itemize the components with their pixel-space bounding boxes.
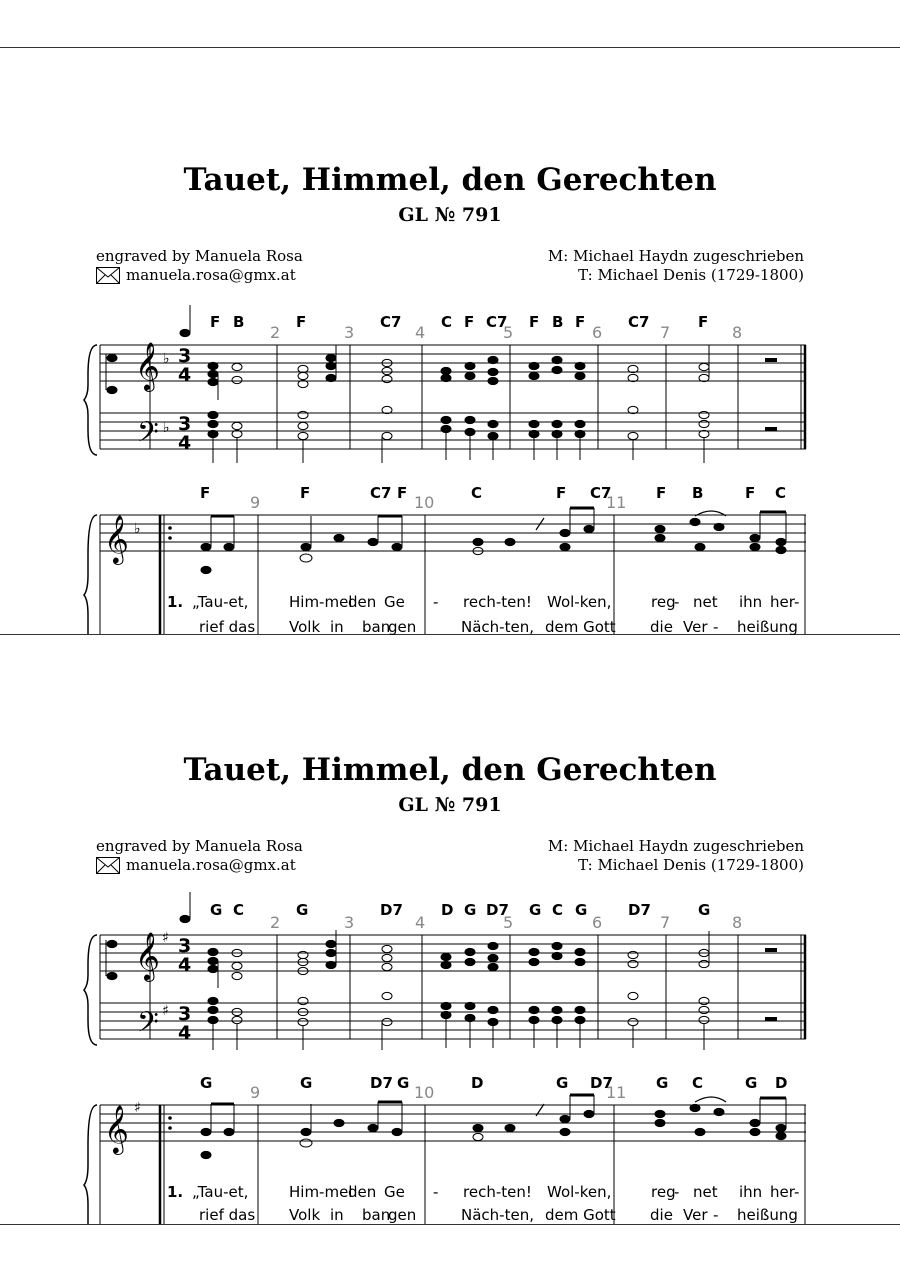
bar-number: 11	[606, 1083, 627, 1102]
lyric: „Tau-et,	[192, 1183, 249, 1201]
lyric: ihn	[739, 593, 763, 611]
bar-number: 2	[270, 913, 281, 932]
treble-notes	[106, 892, 709, 988]
chord-symbol: F	[556, 484, 567, 502]
bar-number: 11	[606, 493, 627, 512]
chord-symbol: F	[529, 313, 540, 331]
lyric: in	[330, 1206, 344, 1224]
repeat-dot	[168, 536, 172, 540]
lyric: heißung	[737, 1206, 798, 1224]
lyric: -	[713, 1206, 719, 1224]
time-sig-lower-bass: 4	[178, 1022, 192, 1044]
key-flat-bass: ♭	[163, 420, 170, 436]
grand-staff-brace	[84, 935, 97, 1045]
whole-rest-treble	[765, 948, 777, 952]
bar-numbers	[270, 913, 742, 932]
lyric: Ge	[384, 593, 405, 611]
time-sig-upper-bass: 3	[178, 1003, 192, 1025]
chord-symbol: F	[300, 484, 311, 502]
chord-symbol: F	[698, 313, 709, 331]
bass-staff-lines	[100, 413, 806, 449]
chord-symbol: G	[296, 901, 309, 919]
chord-symbol: G	[200, 1074, 213, 1092]
verse-number: 1.	[167, 1183, 184, 1201]
lyric: den	[348, 593, 377, 611]
chord-symbol: F	[575, 313, 586, 331]
treble-clef: 𝄞	[135, 931, 160, 980]
lyric: ban	[362, 1206, 391, 1224]
chord-symbol: F	[745, 484, 756, 502]
lyric: reg	[651, 593, 676, 611]
sheet-page-g-major	[0, 590, 900, 1224]
bar-number: 5	[503, 323, 514, 342]
chord-symbols	[200, 1074, 787, 1092]
bar-number: 10	[414, 493, 435, 512]
chord-symbol: D	[775, 1074, 788, 1092]
lyric: dem Gott	[545, 1206, 616, 1224]
time-sig-lower-bass: 4	[178, 432, 192, 454]
treble-clef: 𝄞	[104, 514, 129, 563]
lyric: Ge	[384, 1183, 405, 1201]
time-sig-lower: 4	[178, 954, 192, 976]
chord-symbol: C7	[380, 313, 402, 331]
lyric: heißung	[737, 618, 798, 636]
grand-staff-brace	[84, 1105, 97, 1224]
chord-symbol: D7	[486, 901, 509, 919]
treble-clef: 𝄞	[135, 341, 160, 390]
bass-clef: 𝄢	[137, 1006, 159, 1046]
email-link[interactable]: manuela.rosa@gmx.at	[126, 856, 296, 874]
lyric: Him-mel	[289, 593, 353, 611]
composer-credit: M: Michael Haydn zugeschrieben	[547, 247, 804, 265]
lyric: net	[693, 593, 718, 611]
chord-symbol: C7	[370, 484, 392, 502]
chord-symbols	[210, 901, 710, 919]
bar-number: 5	[503, 913, 514, 932]
bass-clef: 𝄢	[137, 416, 159, 456]
email-link[interactable]: manuela.rosa@gmx.at	[126, 266, 296, 284]
chord-symbol: C7	[590, 484, 612, 502]
lyric: -	[674, 593, 680, 611]
lyric: den	[348, 1183, 377, 1201]
chord-symbol: C	[233, 901, 245, 919]
chord-symbol: G	[464, 901, 477, 919]
chord-symbol: G	[529, 901, 542, 919]
lyric: rech-ten!	[463, 1183, 532, 1201]
whole-rest-bass	[765, 427, 777, 431]
chord-symbol: G	[745, 1074, 758, 1092]
lyric: her-	[770, 593, 800, 611]
lyric: rief das	[199, 618, 256, 636]
time-sig-upper-bass: 3	[178, 413, 192, 435]
lyric: Näch-ten,	[461, 618, 534, 636]
whole-rest-treble	[765, 358, 777, 362]
key-flat: ♭	[134, 521, 141, 537]
system-1	[84, 892, 806, 1050]
chord-symbol: G	[556, 1074, 569, 1092]
lyric: reg	[651, 1183, 676, 1201]
bar-number: 7	[660, 913, 671, 932]
lyricist-credit: T: Michael Denis (1729-1800)	[578, 856, 804, 874]
lyric: Volk	[289, 618, 321, 636]
chord-symbol: G	[656, 1074, 669, 1092]
bar-number: 9	[250, 493, 261, 512]
time-sig-upper: 3	[178, 935, 192, 957]
engraver-credit: engraved by Manuela Rosa	[96, 247, 303, 265]
key-sharp: ♯	[162, 930, 169, 946]
chord-symbols	[200, 484, 786, 502]
treble-clef: 𝄞	[104, 1104, 129, 1153]
song-title: Tauet, Himmel, den Gerechten	[183, 162, 717, 198]
lyricist-credit: T: Michael Denis (1729-1800)	[578, 266, 804, 284]
lyric: -	[674, 1183, 680, 1201]
chord-symbol: D7	[370, 1074, 393, 1092]
key-flat: ♭	[163, 351, 170, 367]
verse-number: 1.	[167, 593, 184, 611]
repeat-dot	[168, 1126, 172, 1130]
song-subtitle: GL № 791	[398, 794, 502, 816]
bar-number: 8	[732, 323, 743, 342]
score-g-major	[0, 590, 900, 1224]
chord-symbol: D7	[380, 901, 403, 919]
bar-number: 8	[732, 913, 743, 932]
chord-symbol: F	[296, 313, 307, 331]
bass-notes	[208, 406, 709, 463]
bar-numbers	[270, 323, 742, 342]
bar-number: 6	[592, 323, 603, 342]
treble-staff-lines	[100, 935, 806, 971]
lyric: Him-mel	[289, 1183, 353, 1201]
lyric: Volk	[289, 1206, 321, 1224]
system-1	[84, 305, 806, 463]
lyric: rief das	[199, 1206, 256, 1224]
song-title: Tauet, Himmel, den Gerechten	[183, 752, 717, 788]
melody-notes	[201, 508, 786, 574]
chord-symbol: F	[210, 313, 221, 331]
key-sharp-bass: ♯	[162, 1003, 169, 1019]
chord-symbol: C	[692, 1074, 704, 1092]
chord-symbol: G	[575, 901, 588, 919]
chord-symbol: B	[692, 484, 704, 502]
lyric: -	[433, 593, 439, 611]
bar-number: 3	[344, 913, 355, 932]
chord-symbol: D7	[628, 901, 651, 919]
chord-symbol: F	[200, 484, 211, 502]
chord-symbol: C	[471, 484, 483, 502]
bar-number: 4	[415, 913, 426, 932]
repeat-dot	[168, 1116, 172, 1120]
barlines	[100, 935, 805, 1039]
lyric: Wol-ken,	[547, 593, 612, 611]
page-divider-bottom	[0, 1224, 900, 1225]
lyric: die	[650, 1206, 673, 1224]
lyric: rech-ten!	[463, 593, 532, 611]
bar-number: 9	[250, 1083, 261, 1102]
grand-staff-brace	[84, 345, 97, 455]
time-sig-upper: 3	[178, 345, 192, 367]
chord-symbol: D	[441, 901, 454, 919]
chord-symbol: G	[300, 1074, 313, 1092]
chord-symbol: B	[233, 313, 245, 331]
chord-symbol: F	[464, 313, 475, 331]
lyric: die	[650, 618, 673, 636]
key-sharp: ♯	[134, 1100, 141, 1116]
chord-symbol: D7	[590, 1074, 613, 1092]
lyric: -	[713, 618, 719, 636]
chord-symbol: C7	[628, 313, 650, 331]
bar-number: 2	[270, 323, 281, 342]
chord-symbol: G	[698, 901, 711, 919]
chord-symbol: B	[552, 313, 564, 331]
chord-symbol: C	[552, 901, 564, 919]
lyric: dem Gott	[545, 618, 616, 636]
lyric: ban	[362, 618, 391, 636]
slur	[695, 1097, 726, 1102]
chord-symbol: C	[775, 484, 787, 502]
bar-number: 10	[414, 1083, 435, 1102]
lyric: Näch-ten,	[461, 1206, 534, 1224]
lyric: Wol-ken,	[547, 1183, 612, 1201]
lyric: in	[330, 618, 344, 636]
song-subtitle: GL № 791	[398, 204, 502, 226]
bar-number: 3	[344, 323, 355, 342]
bar-number: 6	[592, 913, 603, 932]
engraver-credit: engraved by Manuela Rosa	[96, 837, 303, 855]
lyric: Ver	[683, 1206, 708, 1224]
lyric: gen	[388, 1206, 417, 1224]
lyric: -	[433, 1183, 439, 1201]
composer-credit: M: Michael Haydn zugeschrieben	[547, 837, 804, 855]
treble-notes	[106, 305, 709, 400]
system-2	[84, 1074, 806, 1224]
lyric: gen	[388, 618, 417, 636]
bar-number: 4	[415, 323, 426, 342]
chord-symbols	[210, 313, 708, 331]
chord-symbol: F	[656, 484, 667, 502]
lyric: „Tau-et,	[192, 593, 249, 611]
lyric: net	[693, 1183, 718, 1201]
chord-symbol: F	[397, 484, 408, 502]
lyrics	[167, 1183, 799, 1224]
lyric: ihn	[739, 1183, 763, 1201]
chord-symbol: C	[441, 313, 453, 331]
chord-symbol: G	[397, 1074, 410, 1092]
lyric: her-	[770, 1183, 800, 1201]
repeat-dot	[168, 526, 172, 530]
time-sig-lower: 4	[178, 364, 192, 386]
lyric: Ver	[683, 618, 708, 636]
bass-staff-lines	[100, 1003, 806, 1039]
chord-symbol: D	[471, 1074, 484, 1092]
whole-rest-bass	[765, 1017, 777, 1021]
chord-symbol: C7	[486, 313, 508, 331]
bar-number: 7	[660, 323, 671, 342]
chord-symbol: G	[210, 901, 223, 919]
